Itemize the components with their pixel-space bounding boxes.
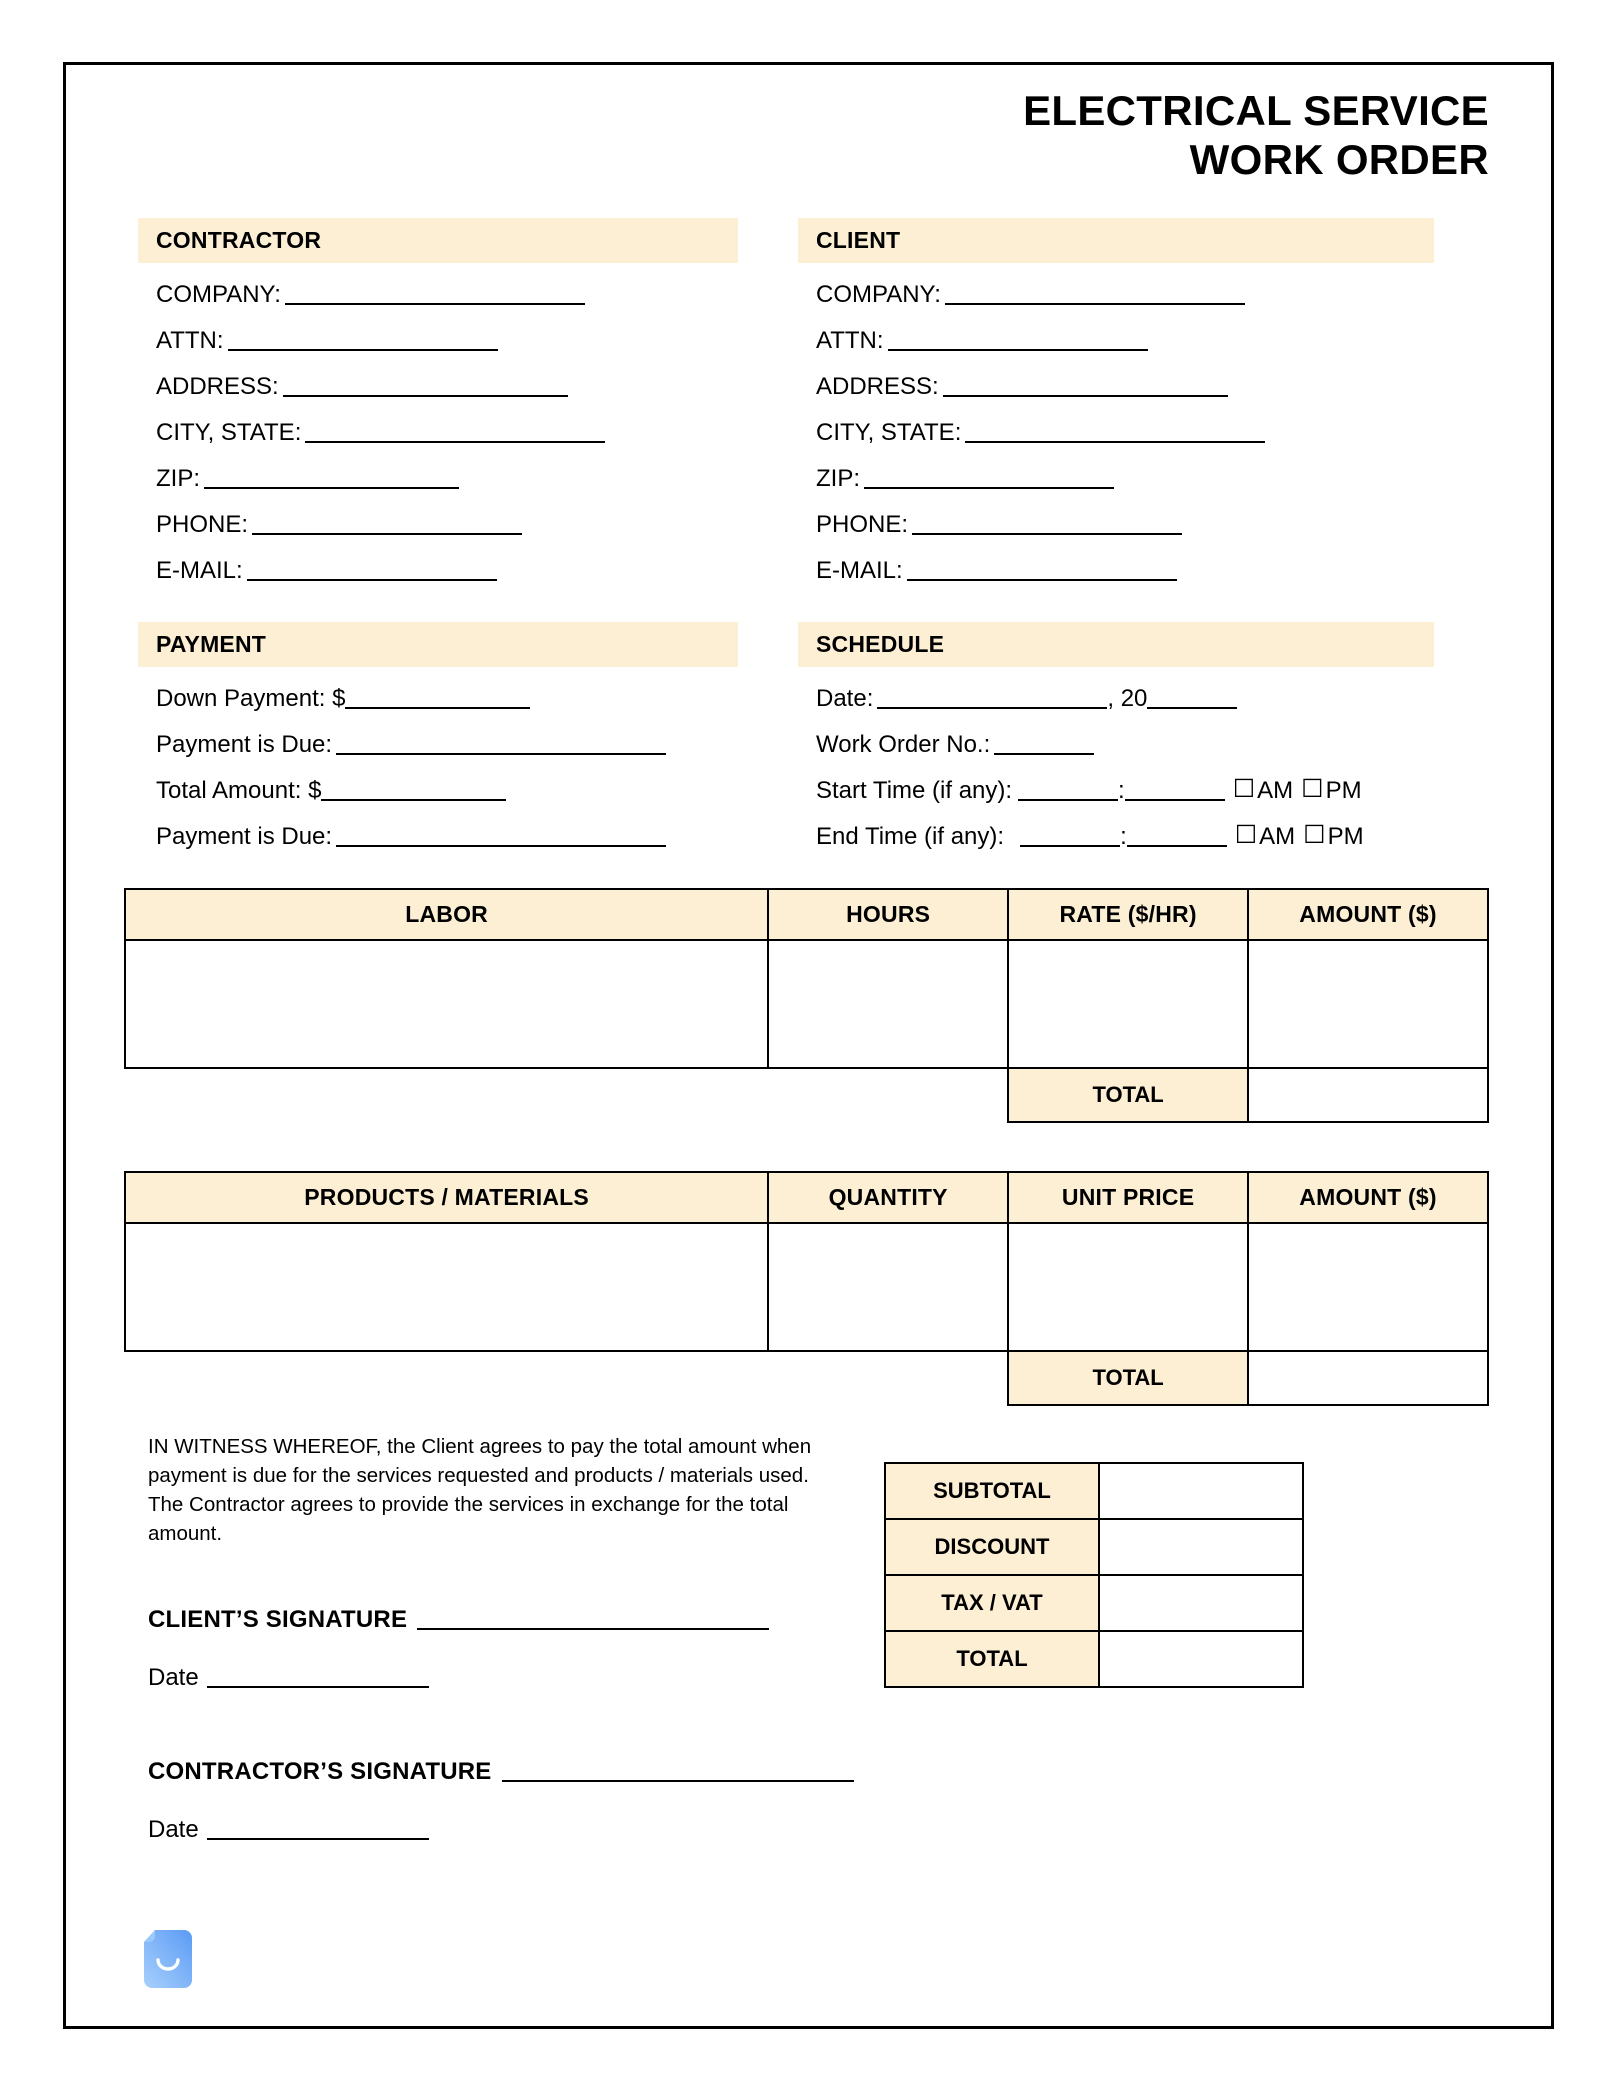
schedule-heading: SCHEDULE	[798, 622, 1434, 667]
contractor-zip-label: ZIP:	[156, 465, 201, 493]
client-signature-label: CLIENT’S SIGNATURE	[148, 1606, 408, 1634]
parties-section	[66, 218, 1551, 594]
client-fields	[798, 272, 1434, 594]
contractor-attn-input[interactable]	[228, 329, 498, 351]
client-zip-field[interactable]	[816, 456, 1434, 502]
end-time-label: End Time (if any):	[816, 823, 1005, 851]
labor-total-spacer-1	[125, 1068, 768, 1122]
summary-value-discount[interactable]	[1099, 1519, 1303, 1575]
client-attn-label: ATTN:	[816, 327, 884, 355]
labor-total-spacer-2	[768, 1068, 1008, 1122]
summary-row-tax-vat	[885, 1575, 1303, 1631]
end-time-am-label: AM	[1259, 823, 1296, 851]
products-entry-description-cell[interactable]	[125, 1223, 768, 1351]
products-col-header-quantity: QUANTITY	[768, 1172, 1008, 1223]
labor-entry-amount-cell[interactable]	[1248, 940, 1488, 1068]
client-date-row[interactable]	[148, 1664, 838, 1692]
contractor-phone-field[interactable]	[156, 502, 738, 548]
contractor-company-input[interactable]	[285, 283, 585, 305]
labor-entry-rate-cell[interactable]	[1008, 940, 1248, 1068]
labor-total-row	[125, 1068, 1488, 1122]
total-amount-input[interactable]	[321, 779, 506, 801]
client-date-label: Date	[148, 1664, 199, 1692]
down-payment-field[interactable]	[156, 676, 738, 722]
summary-table	[884, 1462, 1304, 1688]
labor-total-value-cell[interactable]	[1248, 1068, 1488, 1122]
products-total-label: TOTAL	[1008, 1351, 1248, 1405]
schedule-fields	[798, 676, 1434, 860]
contractor-email-field[interactable]	[156, 548, 738, 594]
client-zip-input[interactable]	[864, 467, 1114, 489]
schedule-date-label: Date:	[816, 685, 874, 713]
contractor-heading: CONTRACTOR	[138, 218, 738, 263]
start-time-am-label: AM	[1257, 777, 1294, 805]
contractor-company-field[interactable]	[156, 272, 738, 318]
work-order-no-label: Work Order No.:	[816, 731, 991, 759]
products-col-header-products: PRODUCTS / MATERIALS	[125, 1172, 768, 1223]
contractor-address-field[interactable]	[156, 364, 738, 410]
labor-col-header-rate: RATE ($/HR)	[1008, 889, 1248, 940]
contractor-zip-input[interactable]	[204, 467, 459, 489]
witness-clause: IN WITNESS WHEREOF, the Client agrees to pay the total amount when payment is due for the services requested and products / materials used. The Contractor agrees to provide the services in exchange for the total amount.	[148, 1435, 812, 1546]
products-col-header-unit-price: UNIT PRICE	[1008, 1172, 1248, 1223]
schedule-date-field[interactable]	[816, 676, 1434, 722]
client-attn-input[interactable]	[888, 329, 1148, 351]
client-address-label: ADDRESS:	[816, 373, 939, 401]
client-phone-label: PHONE:	[816, 511, 909, 539]
labor-table-header-row	[125, 889, 1488, 940]
client-city-state-input[interactable]	[965, 421, 1265, 443]
schedule-year-prefix: , 20	[1107, 685, 1148, 713]
payment-due-label-2: Payment is Due:	[156, 823, 333, 851]
contractor-date-input[interactable]	[207, 1820, 429, 1840]
start-time-pm-label: PM	[1325, 777, 1362, 805]
client-email-field[interactable]	[816, 548, 1434, 594]
summary-row-discount	[885, 1519, 1303, 1575]
start-time-minute-input[interactable]	[1125, 779, 1225, 801]
labor-table-wrap	[66, 888, 1551, 1123]
client-attn-field[interactable]	[816, 318, 1434, 364]
client-signature-row[interactable]	[148, 1606, 838, 1634]
schedule-column	[798, 622, 1434, 860]
client-zip-label: ZIP:	[816, 465, 861, 493]
contractor-address-label: ADDRESS:	[156, 373, 279, 401]
contractor-attn-label: ATTN:	[156, 327, 224, 355]
products-table	[124, 1171, 1489, 1406]
client-heading: CLIENT	[798, 218, 1434, 263]
contractor-signature-label: CONTRACTOR’S SIGNATURE	[148, 1758, 492, 1786]
products-total-spacer-2	[768, 1351, 1008, 1405]
schedule-date-input[interactable]	[877, 687, 1107, 709]
client-company-field[interactable]	[816, 272, 1434, 318]
products-entry-amount-cell[interactable]	[1248, 1223, 1488, 1351]
labor-col-header-hours: HOURS	[768, 889, 1008, 940]
start-time-field[interactable]	[816, 768, 1434, 814]
document-smile-icon	[140, 1928, 196, 1990]
payment-due-input-1[interactable]	[336, 733, 666, 755]
summary-value-tax-vat[interactable]	[1099, 1575, 1303, 1631]
end-time-am-checkbox[interactable]: ☐	[1234, 821, 1258, 850]
client-email-input[interactable]	[907, 559, 1177, 581]
payment-due-label-1: Payment is Due:	[156, 731, 333, 759]
summary-label-total: TOTAL	[885, 1631, 1099, 1687]
end-time-separator: :	[1120, 823, 1127, 851]
products-col-header-amount: AMOUNT ($)	[1248, 1172, 1488, 1223]
client-email-label: E-MAIL:	[816, 557, 903, 585]
contractor-city-state-label: CITY, STATE:	[156, 419, 302, 447]
end-time-pm-label: PM	[1327, 823, 1364, 851]
contractor-date-row[interactable]	[148, 1816, 838, 1844]
client-company-label: COMPANY:	[816, 281, 941, 309]
labor-table-entry-row[interactable]	[125, 940, 1488, 1068]
contractor-phone-input[interactable]	[252, 513, 522, 535]
contractor-address-input[interactable]	[283, 375, 568, 397]
contractor-phone-label: PHONE:	[156, 511, 249, 539]
contractor-attn-field[interactable]	[156, 318, 738, 364]
total-amount-label: Total Amount: $	[156, 777, 322, 805]
bottom-section	[66, 1432, 1551, 1844]
summary-column	[838, 1432, 1489, 1844]
contractor-column	[138, 218, 738, 594]
contractor-signature-row[interactable]	[148, 1758, 838, 1786]
labor-col-header-amount: AMOUNT ($)	[1248, 889, 1488, 940]
payment-due-input-2[interactable]	[336, 825, 666, 847]
work-order-no-input[interactable]	[994, 733, 1094, 755]
labor-col-header-labor: LABOR	[125, 889, 768, 940]
contractor-email-label: E-MAIL:	[156, 557, 243, 585]
summary-value-subtotal[interactable]	[1099, 1463, 1303, 1519]
start-time-separator: :	[1118, 777, 1125, 805]
contractor-signature-block	[138, 1758, 838, 1844]
payment-due-field-2[interactable]	[156, 814, 738, 860]
payment-due-field-1[interactable]	[156, 722, 738, 768]
payment-column	[138, 622, 738, 860]
client-address-input[interactable]	[943, 375, 1228, 397]
contractor-zip-field[interactable]	[156, 456, 738, 502]
start-time-am-checkbox[interactable]: ☐	[1232, 775, 1256, 804]
work-order-no-field[interactable]	[816, 722, 1434, 768]
products-table-entry-row[interactable]	[125, 1223, 1488, 1351]
summary-value-total[interactable]	[1099, 1631, 1303, 1687]
contractor-date-label: Date	[148, 1816, 199, 1844]
start-time-pm-checkbox[interactable]: ☐	[1301, 775, 1324, 804]
client-address-field[interactable]	[816, 364, 1434, 410]
payment-heading: PAYMENT	[138, 622, 738, 667]
summary-label-discount: DISCOUNT	[885, 1519, 1099, 1575]
labor-table	[124, 888, 1489, 1123]
products-total-row	[125, 1351, 1488, 1405]
contractor-city-state-field[interactable]	[156, 410, 738, 456]
client-city-state-label: CITY, STATE:	[816, 419, 962, 447]
summary-label-subtotal: SUBTOTAL	[885, 1463, 1099, 1519]
end-time-pm-checkbox[interactable]: ☐	[1303, 821, 1326, 850]
document-page	[63, 62, 1554, 2029]
summary-row-total	[885, 1631, 1303, 1687]
products-total-value-cell[interactable]	[1248, 1351, 1488, 1405]
client-phone-input[interactable]	[912, 513, 1182, 535]
products-entry-quantity-cell[interactable]	[768, 1223, 1008, 1351]
products-table-header-row	[125, 1172, 1488, 1223]
summary-label-tax-vat: TAX / VAT	[885, 1575, 1099, 1631]
summary-row-subtotal	[885, 1463, 1303, 1519]
title-line-2: WORK ORDER	[1189, 135, 1489, 183]
start-time-label: Start Time (if any):	[816, 777, 1013, 805]
start-time-hour-input[interactable]	[1018, 779, 1118, 801]
down-payment-input[interactable]	[345, 687, 530, 709]
payment-schedule-section	[66, 622, 1551, 860]
products-table-wrap	[66, 1171, 1551, 1406]
client-company-input[interactable]	[945, 283, 1245, 305]
down-payment-label: Down Payment: $	[156, 685, 346, 713]
labor-entry-description-cell[interactable]	[125, 940, 768, 1068]
end-time-minute-input[interactable]	[1127, 825, 1227, 847]
title-line-1: ELECTRICAL SERVICE	[1023, 87, 1489, 134]
client-phone-field[interactable]	[816, 502, 1434, 548]
total-amount-field[interactable]	[156, 768, 738, 814]
client-column	[798, 218, 1434, 594]
contractor-email-input[interactable]	[247, 559, 497, 581]
contractor-company-label: COMPANY:	[156, 281, 281, 309]
products-entry-unit-price-cell[interactable]	[1008, 1223, 1248, 1351]
client-signature-block	[138, 1606, 838, 1692]
contractor-fields	[138, 272, 738, 594]
end-time-field[interactable]	[816, 814, 1434, 860]
labor-total-label: TOTAL	[1008, 1068, 1248, 1122]
client-city-state-field[interactable]	[816, 410, 1434, 456]
end-time-hour-input[interactable]	[1020, 825, 1120, 847]
page-title	[66, 87, 1551, 184]
payment-fields	[138, 676, 738, 860]
contractor-signature-input[interactable]	[502, 1762, 854, 1782]
labor-entry-hours-cell[interactable]	[768, 940, 1008, 1068]
schedule-year-input[interactable]	[1147, 687, 1237, 709]
contractor-city-state-input[interactable]	[305, 421, 605, 443]
client-signature-input[interactable]	[417, 1610, 769, 1630]
products-total-spacer-1	[125, 1351, 768, 1405]
client-date-input[interactable]	[207, 1668, 429, 1688]
witness-signature-column	[138, 1432, 838, 1844]
